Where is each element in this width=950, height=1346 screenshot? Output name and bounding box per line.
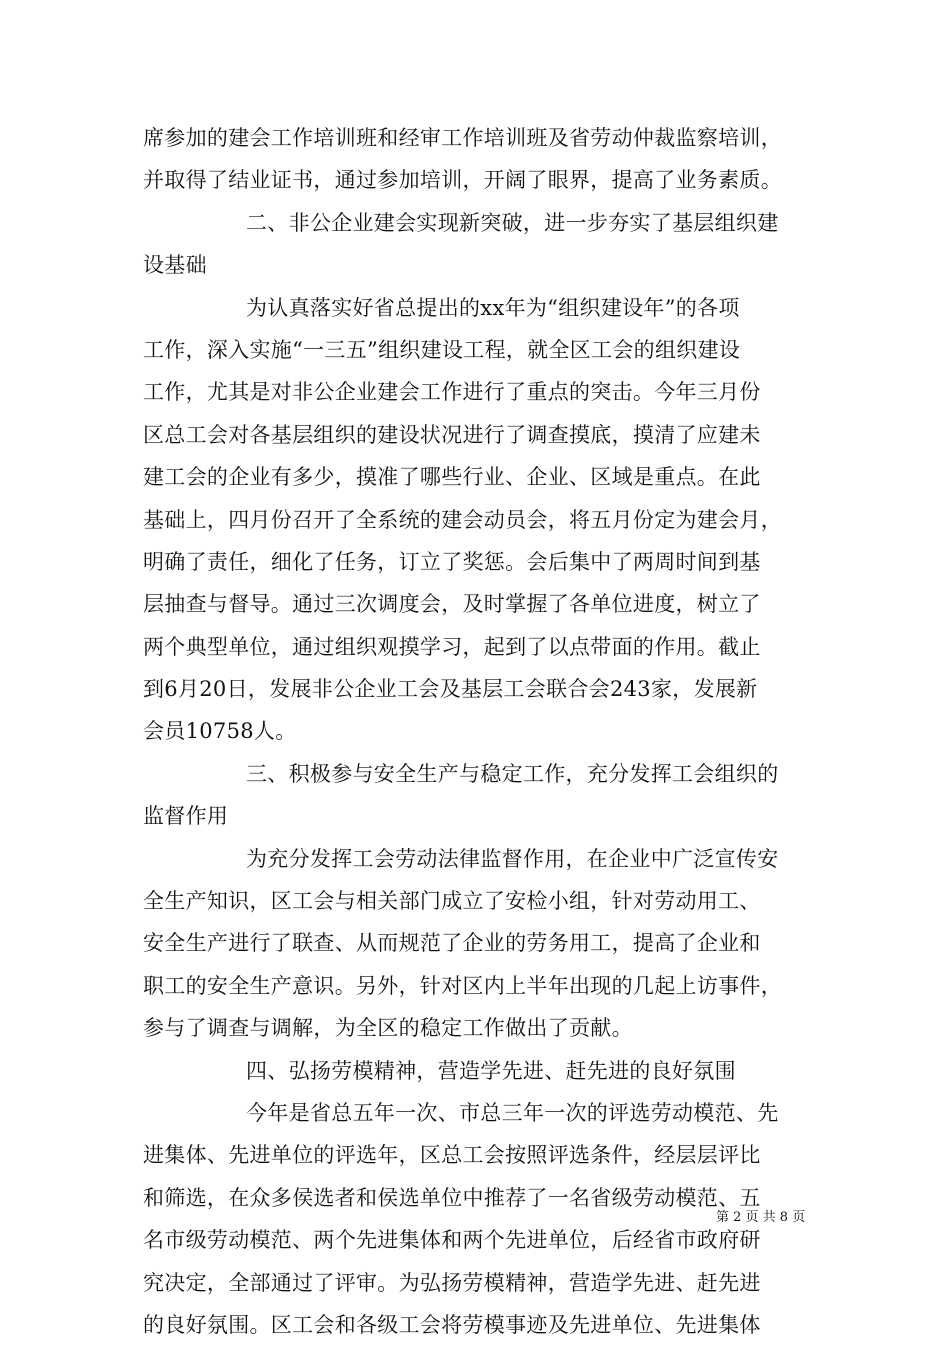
- text-line: 两个典型单位，通过组织观摸学习，起到了以点带面的作用。截止: [143, 634, 761, 659]
- section-heading-2: 二、非公企业建会实现新突破，进一步夯实了基层组织建: [246, 210, 779, 235]
- text-line: 区总工会对各基层组织的建设状况进行了调查摸底，摸清了应建未: [143, 422, 761, 447]
- section-heading-4: 四、弘扬劳模精神，营造学先进、赶先进的良好氛围: [246, 1058, 736, 1083]
- paragraph-start: 为认真落实好省总提出的xx年为“组织建设年”的各项: [246, 295, 740, 320]
- paragraph-start: 今年是省总五年一次、市总三年一次的评选劳动模范、先: [246, 1100, 779, 1125]
- section-heading-3: 三、积极参与安全生产与稳定工作，充分发挥工会组织的: [246, 761, 779, 786]
- text-line: 安全生产进行了联查、从而规范了企业的劳务用工，提高了企业和: [143, 931, 761, 956]
- page-number: 第 2 页 共 8 页: [716, 1210, 806, 1225]
- text-line: 进集体、先进单位的评选年，区总工会按照评选条件，经层层评比: [143, 1143, 761, 1168]
- section-heading-2-cont: 设基础: [143, 253, 207, 278]
- text-line: 席参加的建会工作培训班和经审工作培训班及省劳动仲裁监察培训，: [143, 126, 782, 150]
- text-line: 和筛选，在众多侯选者和侯选单位中推荐了一名省级劳动模范、五: [143, 1185, 761, 1210]
- text-line: 到6月20日，发展非公企业工会及基层工会联合会243家，发展新: [143, 677, 758, 702]
- document-body: [143, 117, 815, 1346]
- text-line: 工作，尤其是对非公企业建会工作进行了重点的突击。今年三月份: [143, 380, 761, 405]
- text-line: 名市级劳动模范、两个先进集体和两个先进单位，后经省市政府研: [143, 1228, 761, 1253]
- text-line: 建工会的企业有多少，摸准了哪些行业、企业、区域是重点。在此: [143, 465, 761, 490]
- text-line: 并取得了结业证书，通过参加培训，开阔了眼界，提高了业务素质。: [143, 168, 782, 193]
- text-line: 工作，深入实施“一三五”组织建设工程，就全区工会的组织建设: [143, 337, 741, 362]
- text-line: 全生产知识，区工会与相关部门成立了安检小组，针对劳动用工、: [143, 889, 761, 914]
- text-line: 基础上，四月份召开了全系统的建会动员会，将五月份定为建会月，: [143, 507, 782, 532]
- text-line: 会员10758人。: [143, 719, 297, 744]
- text-line: 职工的安全生产意识。另外，针对区内上半年出现的几起上访事件，: [143, 973, 782, 998]
- text-line: 参与了调查与调解，为全区的稳定工作做出了贡献。: [143, 1016, 633, 1041]
- section-heading-3-cont: 监督作用: [143, 804, 229, 829]
- text-line: 的良好氛围。区工会和各级工会将劳模事迹及先进单位、先进集体: [143, 1312, 761, 1337]
- text-line: 层抽查与督导。通过三次调度会，及时掌握了各单位进度，树立了: [143, 592, 761, 617]
- text-line: 明确了责任，细化了任务，订立了奖惩。会后集中了两周时间到基: [143, 549, 761, 574]
- paragraph-start: 为充分发挥工会劳动法律监督作用，在企业中广泛宣传安: [246, 846, 779, 871]
- text-line: 究决定，全部通过了评审。为弘扬劳模精神，营造学先进、赶先进: [143, 1270, 761, 1295]
